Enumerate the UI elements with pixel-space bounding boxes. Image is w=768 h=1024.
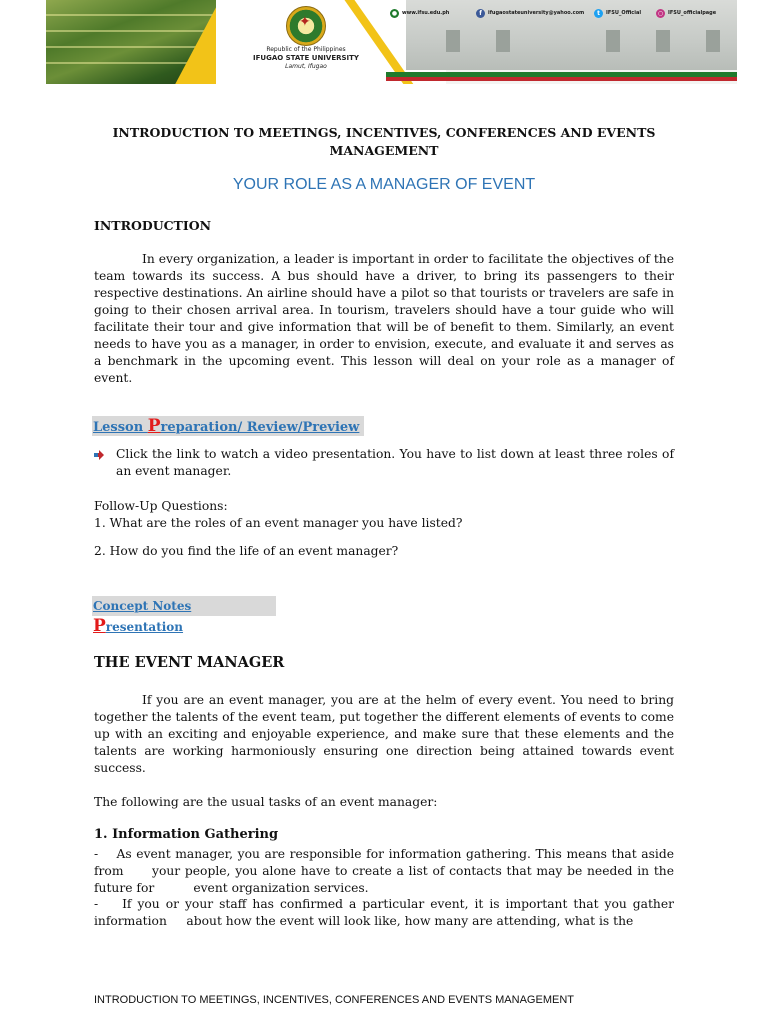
task-1-heading: 1. Information Gathering — [94, 827, 279, 842]
republic-line: Republic of the Philippines — [266, 46, 346, 53]
red-stripe — [386, 77, 737, 81]
terrace-line — [46, 14, 216, 16]
event-manager-heading: THE EVENT MANAGER — [94, 654, 285, 671]
seal-emblem-icon: ✦ — [299, 14, 311, 30]
building-window — [496, 30, 510, 52]
facebook-icon: f — [476, 9, 485, 18]
university-location: Lamut, Ifugao — [285, 63, 327, 70]
question-1: 1. What are the roles of an event manager you have listed? — [94, 516, 463, 530]
concept-notes-link[interactable] — [92, 596, 276, 636]
lesson-subtitle: YOUR ROLE AS A MANAGER OF EVENT — [232, 176, 536, 193]
building-window — [656, 30, 670, 52]
social-email[interactable] — [476, 8, 584, 18]
arrow-bullet-icon — [94, 450, 104, 460]
lesson-preparation-link[interactable] — [92, 416, 364, 436]
task-1-point-1: - As event manager, you are responsible for information gathering. This means that aside from your people, you alone have to create a list of contacts that may be needed in the future for event organization services. — [94, 847, 678, 895]
twitter-icon: t — [594, 9, 603, 18]
event-manager-paragraph: If you are an event manager, you are at the helm of every event. You need to bring together the talents of the event team, put together the different elements of events to come up with an exciting and enjoyable experience, and make sure that these elements and the talents are working harmoniously ensuring one direction being attained towards event success. — [94, 693, 674, 775]
terrace-line — [46, 30, 216, 32]
building-window — [606, 30, 620, 52]
lesson-link-rest: reparation/ Review/Preview — [160, 420, 360, 435]
email-text: ifugaostateuniversity@yahoo.com — [488, 10, 585, 16]
header-banner — [46, 0, 737, 84]
building-window — [446, 30, 460, 52]
video-instruction: Click the link to watch a video presentation. You have to list down at least three roles of an event manager. — [116, 447, 674, 478]
terrace-line — [46, 46, 216, 48]
page-footer: INTRODUCTION TO MEETINGS, INCENTIVES, CONFERENCES AND EVENTS MANAGEMENT — [94, 994, 574, 1006]
concept-link-rest: resentation — [105, 620, 184, 634]
concept-link-prefix: Concept Notes — [93, 599, 192, 613]
social-instagram[interactable] — [656, 8, 716, 18]
followup-label: Follow-Up Questions: — [94, 499, 228, 513]
website-text: www.ifsu.edu.ph — [402, 10, 450, 16]
document-title: INTRODUCTION TO MEETINGS, INCENTIVES, CONFERENCES AND EVENTS MANAGEMENT — [112, 125, 656, 158]
globe-icon: ● — [391, 9, 398, 17]
twitter-text: IFSU_Official — [606, 10, 642, 16]
task-1-point-2: - If you or your staff has confirmed a particular event, it is important that you gather information about how the event will look like, how many are attending, what is the — [94, 897, 678, 928]
question-2: 2. How do you find the life of an event manager? — [94, 544, 399, 558]
social-website[interactable] — [390, 8, 449, 18]
lesson-link-prefix: Lesson — [93, 420, 148, 435]
introduction-paragraph: In every organization, a leader is important in order to facilitate the objectives of the team towards its success. A bus should have a driver, to bring its passengers to their respective destinations. An airline should have a pilot so that tourists or travelers are safe in going to their chosen arrival area. In tourism, travelers should have a tour guide who will facilitate their tour and give information that will be of benefit to them. Similarly, an event needs to have you as a manager, in order to envision, execute, and evaluate it and serves as a benchmark in the upcoming event. This lesson will deal on your role as a manager of event. — [94, 252, 674, 385]
social-twitter[interactable] — [594, 8, 641, 18]
tasks-intro: The following are the usual tasks of an event manager: — [94, 795, 438, 809]
instagram-text: IFSU_officialpage — [668, 10, 717, 16]
building-window — [706, 30, 720, 52]
instagram-icon: ○ — [657, 9, 664, 17]
introduction-heading: INTRODUCTION — [94, 218, 212, 233]
concept-link-big-letter: P — [93, 616, 106, 636]
lesson-link-big-letter: P — [147, 416, 161, 436]
university-name: IFUGAO STATE UNIVERSITY — [253, 54, 359, 62]
